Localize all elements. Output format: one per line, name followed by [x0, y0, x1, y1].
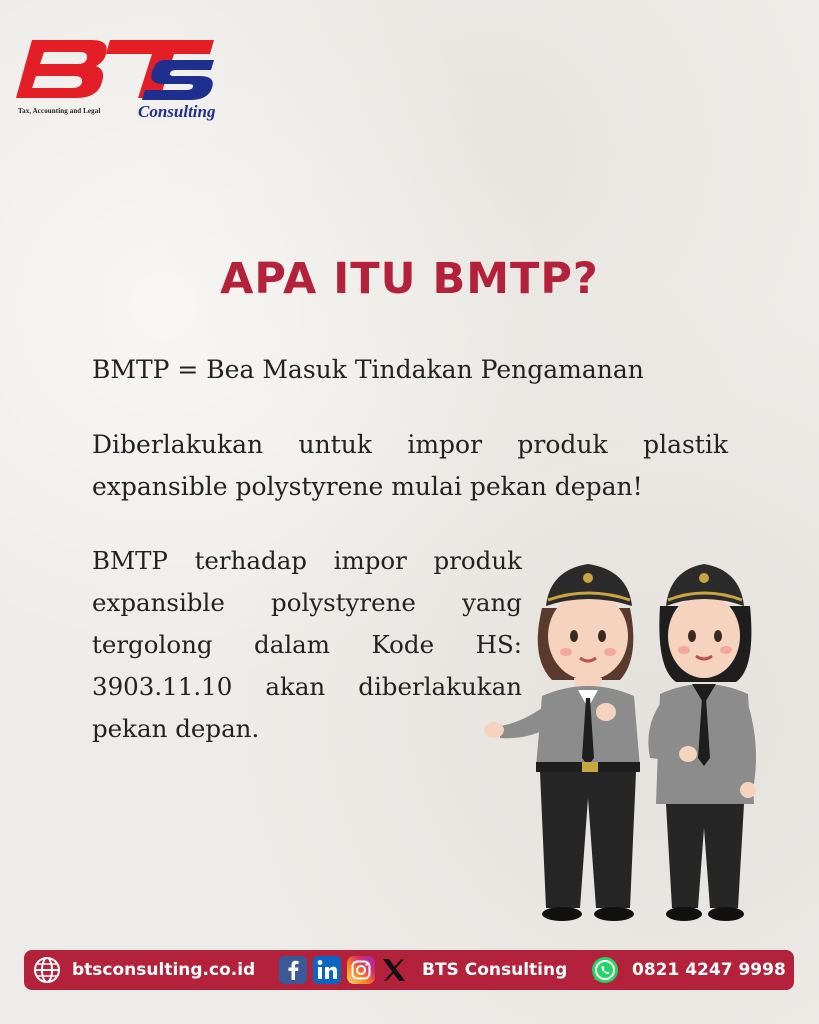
- logo-tagline: Tax, Accounting and Legal: [18, 107, 101, 115]
- instagram-icon[interactable]: [346, 955, 376, 985]
- page-title: APA ITU BMTP?: [220, 254, 599, 304]
- bts-logo: [14, 36, 224, 128]
- facebook-icon[interactable]: [278, 955, 308, 985]
- linkedin-icon[interactable]: [312, 955, 342, 985]
- hs-code-text: BMTP terhadap impor produk expansible polystyrene yang tergolong dalam Kode HS: 3903.11.10 akan diberlakukan pekan depan.: [92, 546, 522, 743]
- officers-illustration: [470, 548, 770, 928]
- bts-logo-mark: [14, 36, 224, 106]
- website-item[interactable]: [32, 950, 255, 990]
- logo-consulting: Consulting: [138, 102, 216, 121]
- effective-text: Diberlakukan untuk impor produk plastik expansible polystyrene mulai pekan depan!: [92, 430, 728, 501]
- globe-icon: [32, 955, 62, 985]
- phone-item[interactable]: [590, 950, 786, 990]
- whatsapp-icon: [590, 955, 620, 985]
- officer-right-figure: [648, 564, 756, 921]
- website-link[interactable]: btsconsulting.co.id: [72, 960, 256, 980]
- social-account-name[interactable]: BTS Consulting: [422, 960, 568, 980]
- x-icon[interactable]: [380, 956, 408, 984]
- social-icons: [278, 950, 567, 990]
- contact-bar: [24, 950, 794, 990]
- officer-left-figure: [484, 564, 640, 921]
- phone-number[interactable]: 0821 4247 9998: [632, 960, 786, 980]
- definition-text: BMTP = Bea Masuk Tindakan Pengamanan: [92, 355, 644, 384]
